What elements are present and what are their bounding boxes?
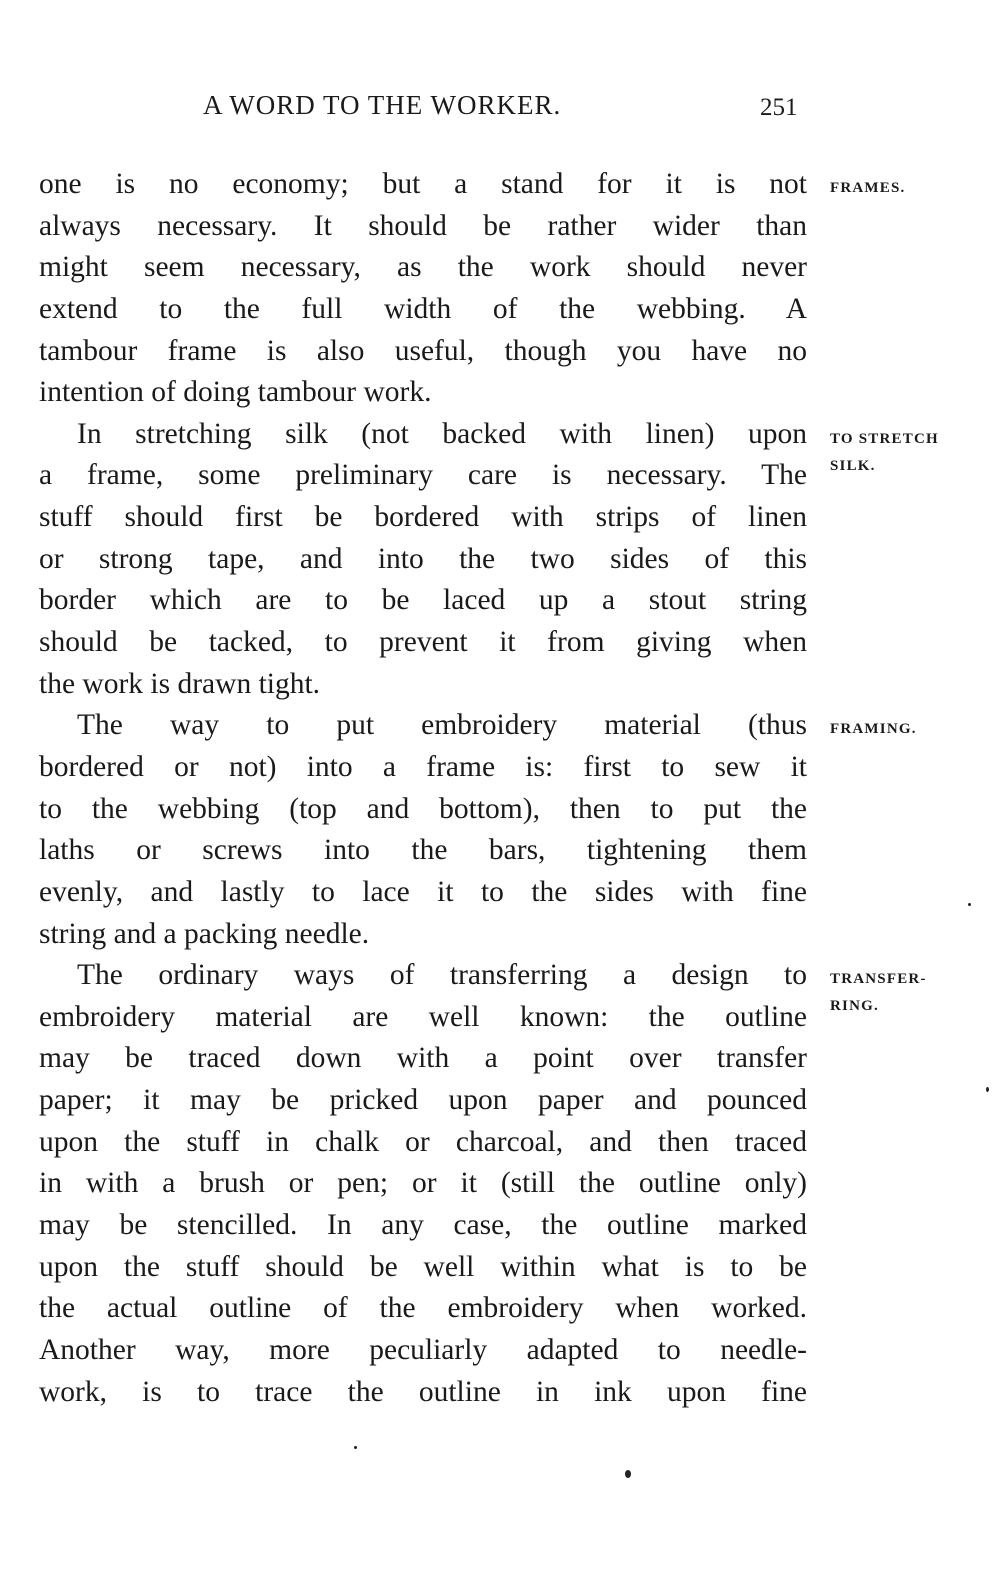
text-line: the work is drawn tight. <box>39 667 321 700</box>
text-line: should be tacked, to prevent it from giving when <box>39 626 807 659</box>
text-line: upon the stuff in chalk or charcoal, and then traced <box>39 1125 807 1158</box>
text-line: bordered or not) into a frame is: first to sew it <box>39 750 807 783</box>
running-head <box>0 90 1000 130</box>
text-line: tambour frame is also useful, though you have no <box>39 334 807 367</box>
text-line: embroidery material are well known: the outline <box>39 1000 807 1033</box>
text-line: may be traced down with a point over transfer <box>39 1042 807 1075</box>
text-line: one is no economy; but a stand for it is not <box>39 168 807 200</box>
text-line: stuff should first be bordered with strips of linen <box>39 501 807 534</box>
text-line: or strong tape, and into the two sides of this <box>39 542 807 575</box>
text-line: evenly, and lastly to lace it to the sides with fine <box>39 875 807 908</box>
text-line: extend to the full width of the webbing. A <box>39 292 807 325</box>
sidenote-framing: FRAMING. <box>830 721 917 737</box>
text-line: The way to put embroidery material (thus <box>77 709 807 742</box>
text-line: laths or screws into the bars, tightening them <box>39 834 807 867</box>
sidenote-to-stretch: TO STRETCH <box>830 431 939 447</box>
text-line: in with a brush or pen; or it (still the outline only) <box>39 1167 807 1200</box>
text-line: upon the stuff should be well within what is to be <box>39 1250 807 1283</box>
sidenote-ring: RING. <box>830 998 879 1014</box>
text-line: to the webbing (top and bottom), then to put the <box>39 792 807 825</box>
text-line: Another way, more peculiarly adapted to needle- <box>39 1333 807 1366</box>
text-line: always necessary. It should be rather wider than <box>39 209 807 242</box>
sidenote-transfer: TRANSFER- <box>830 971 927 987</box>
running-title: A WORD TO THE WORKER. <box>203 90 562 120</box>
text-line: In stretching silk (not backed with linen) upon <box>77 417 807 450</box>
ink-speck <box>354 1446 357 1449</box>
text-line: might seem necessary, as the work should never <box>39 251 807 284</box>
ink-speck <box>968 903 971 906</box>
body-text <box>39 164 807 1413</box>
sidenote-frames: FRAMES. <box>830 180 906 196</box>
text-line: string and a packing needle. <box>39 917 370 950</box>
text-line: work, is to trace the outline in ink upon fine <box>39 1375 807 1408</box>
text-line: may be stencilled. In any case, the outline marked <box>39 1209 807 1242</box>
text-line: paper; it may be pricked upon paper and pounced <box>39 1084 807 1117</box>
text-line: the actual outline of the embroidery when worked. <box>39 1292 807 1325</box>
text-line: border which are to be laced up a stout string <box>39 584 807 617</box>
sidenote-silk: SILK. <box>830 458 876 474</box>
page-number: 251 <box>760 94 798 121</box>
text-line: intention of doing tambour work. <box>39 376 432 409</box>
ink-speck <box>986 1087 989 1092</box>
text-line: The ordinary ways of transferring a design to <box>77 959 807 992</box>
ink-speck <box>625 1470 631 1478</box>
text-line: a frame, some preliminary care is necessary. The <box>39 459 807 492</box>
